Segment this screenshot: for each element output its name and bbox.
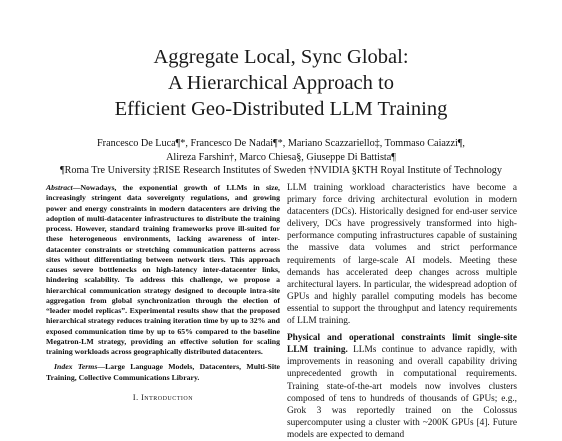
abstract-text: —Nowadays, the exponential growth of LLMs in size, increasingly stringent data sovereignty regulations, and growing power and energy constraints in modern datacenters are driving the adoption of multi-datacenter infrastructures to distribute the training process. However, standard training frameworks prove ill-suited for these heterogeneous environments, lacking awareness of inter-datacenter constraints or stretching communication patterns across sites without differentiating between network tiers. This approach causes severe bottlenecks on high-latency inter-datacenter links, hindering scalability. To address this challenge, we propose a hierarchical communication strategy designed to decouple intra-site aggregation from global synchronization through the election of “leader model replicas”. Experimental results show that the proposed hierarchical strategy reduces training iteration time by up to 32% and exposed communication time by up to 65% compared to the baseline Megatron-LM strategy, providing an effective solution for scaling training workloads across geographically distributed datacenters. xyxy=(46,183,280,356)
paper-title xyxy=(0,44,562,122)
intro-paragraph-1: LLM training workload characteristics have become a primary force driving architectural evolution in modern datacenters (DCs). Historically designed for end-user service delivery, DCs have progressively transformed into high-performance computing infrastructures capable of sustaining the massive data volumes and strict performance requirements of large-scale AI models. Meeting these demands has accelerated deep changes across multiple architectural layers. In particular, the widespread adoption of GPUs and highly parallel computing models has become essential to support the throughput and latency requirements of LLM training. xyxy=(287,183,517,327)
abstract-label: Abstract xyxy=(46,183,73,192)
author-line-1: Francesco De Luca¶*, Francesco De Nadai¶*, Mariano Scazzariello‡, Tommaso Caiazzi¶, xyxy=(97,138,465,149)
index-terms-label: Index Terms xyxy=(54,362,98,372)
index-terms-text: —Large Language Models, Datacenters, Multi-Site Training, Collective Communications Library. xyxy=(46,362,280,382)
index-terms xyxy=(46,362,280,383)
abstract xyxy=(46,183,280,357)
left-column xyxy=(46,183,280,403)
affiliation-line: ¶Roma Tre University ‡RISE Research Institutes of Sweden †NVIDIA §KTH Royal Institute of Technology xyxy=(59,165,502,176)
title-line-3: Efficient Geo-Distributed LLM Training xyxy=(114,98,448,120)
section-heading: I. Introduction xyxy=(132,392,194,402)
paragraph-body: LLMs continue to advance rapidly, with improvements in reasoning and overall capability driving unprecedented growth in computational requirements. Training state-of-the-art models now involves clusters composed of tens to hundreds of thousands of GPUs; e.g., Grok 3 was reportedly trained on the Colossus supercomputer using a cluster with ~200K GPUs [4]. Future models are expected to demand xyxy=(287,345,517,440)
title-line-1: Aggregate Local, Sync Global: xyxy=(153,46,409,68)
paragraph-lead: Physical and operational constraints limit single-site LLM training. xyxy=(287,333,517,356)
author-line-2: Alireza Farshin†, Marco Chiesa§, Giuseppe Di Battista¶ xyxy=(166,151,396,163)
author-block xyxy=(0,137,562,178)
right-column xyxy=(287,182,517,441)
intro-paragraph-2 xyxy=(287,332,517,441)
title-line-2: A Hierarchical Approach to xyxy=(168,72,394,94)
